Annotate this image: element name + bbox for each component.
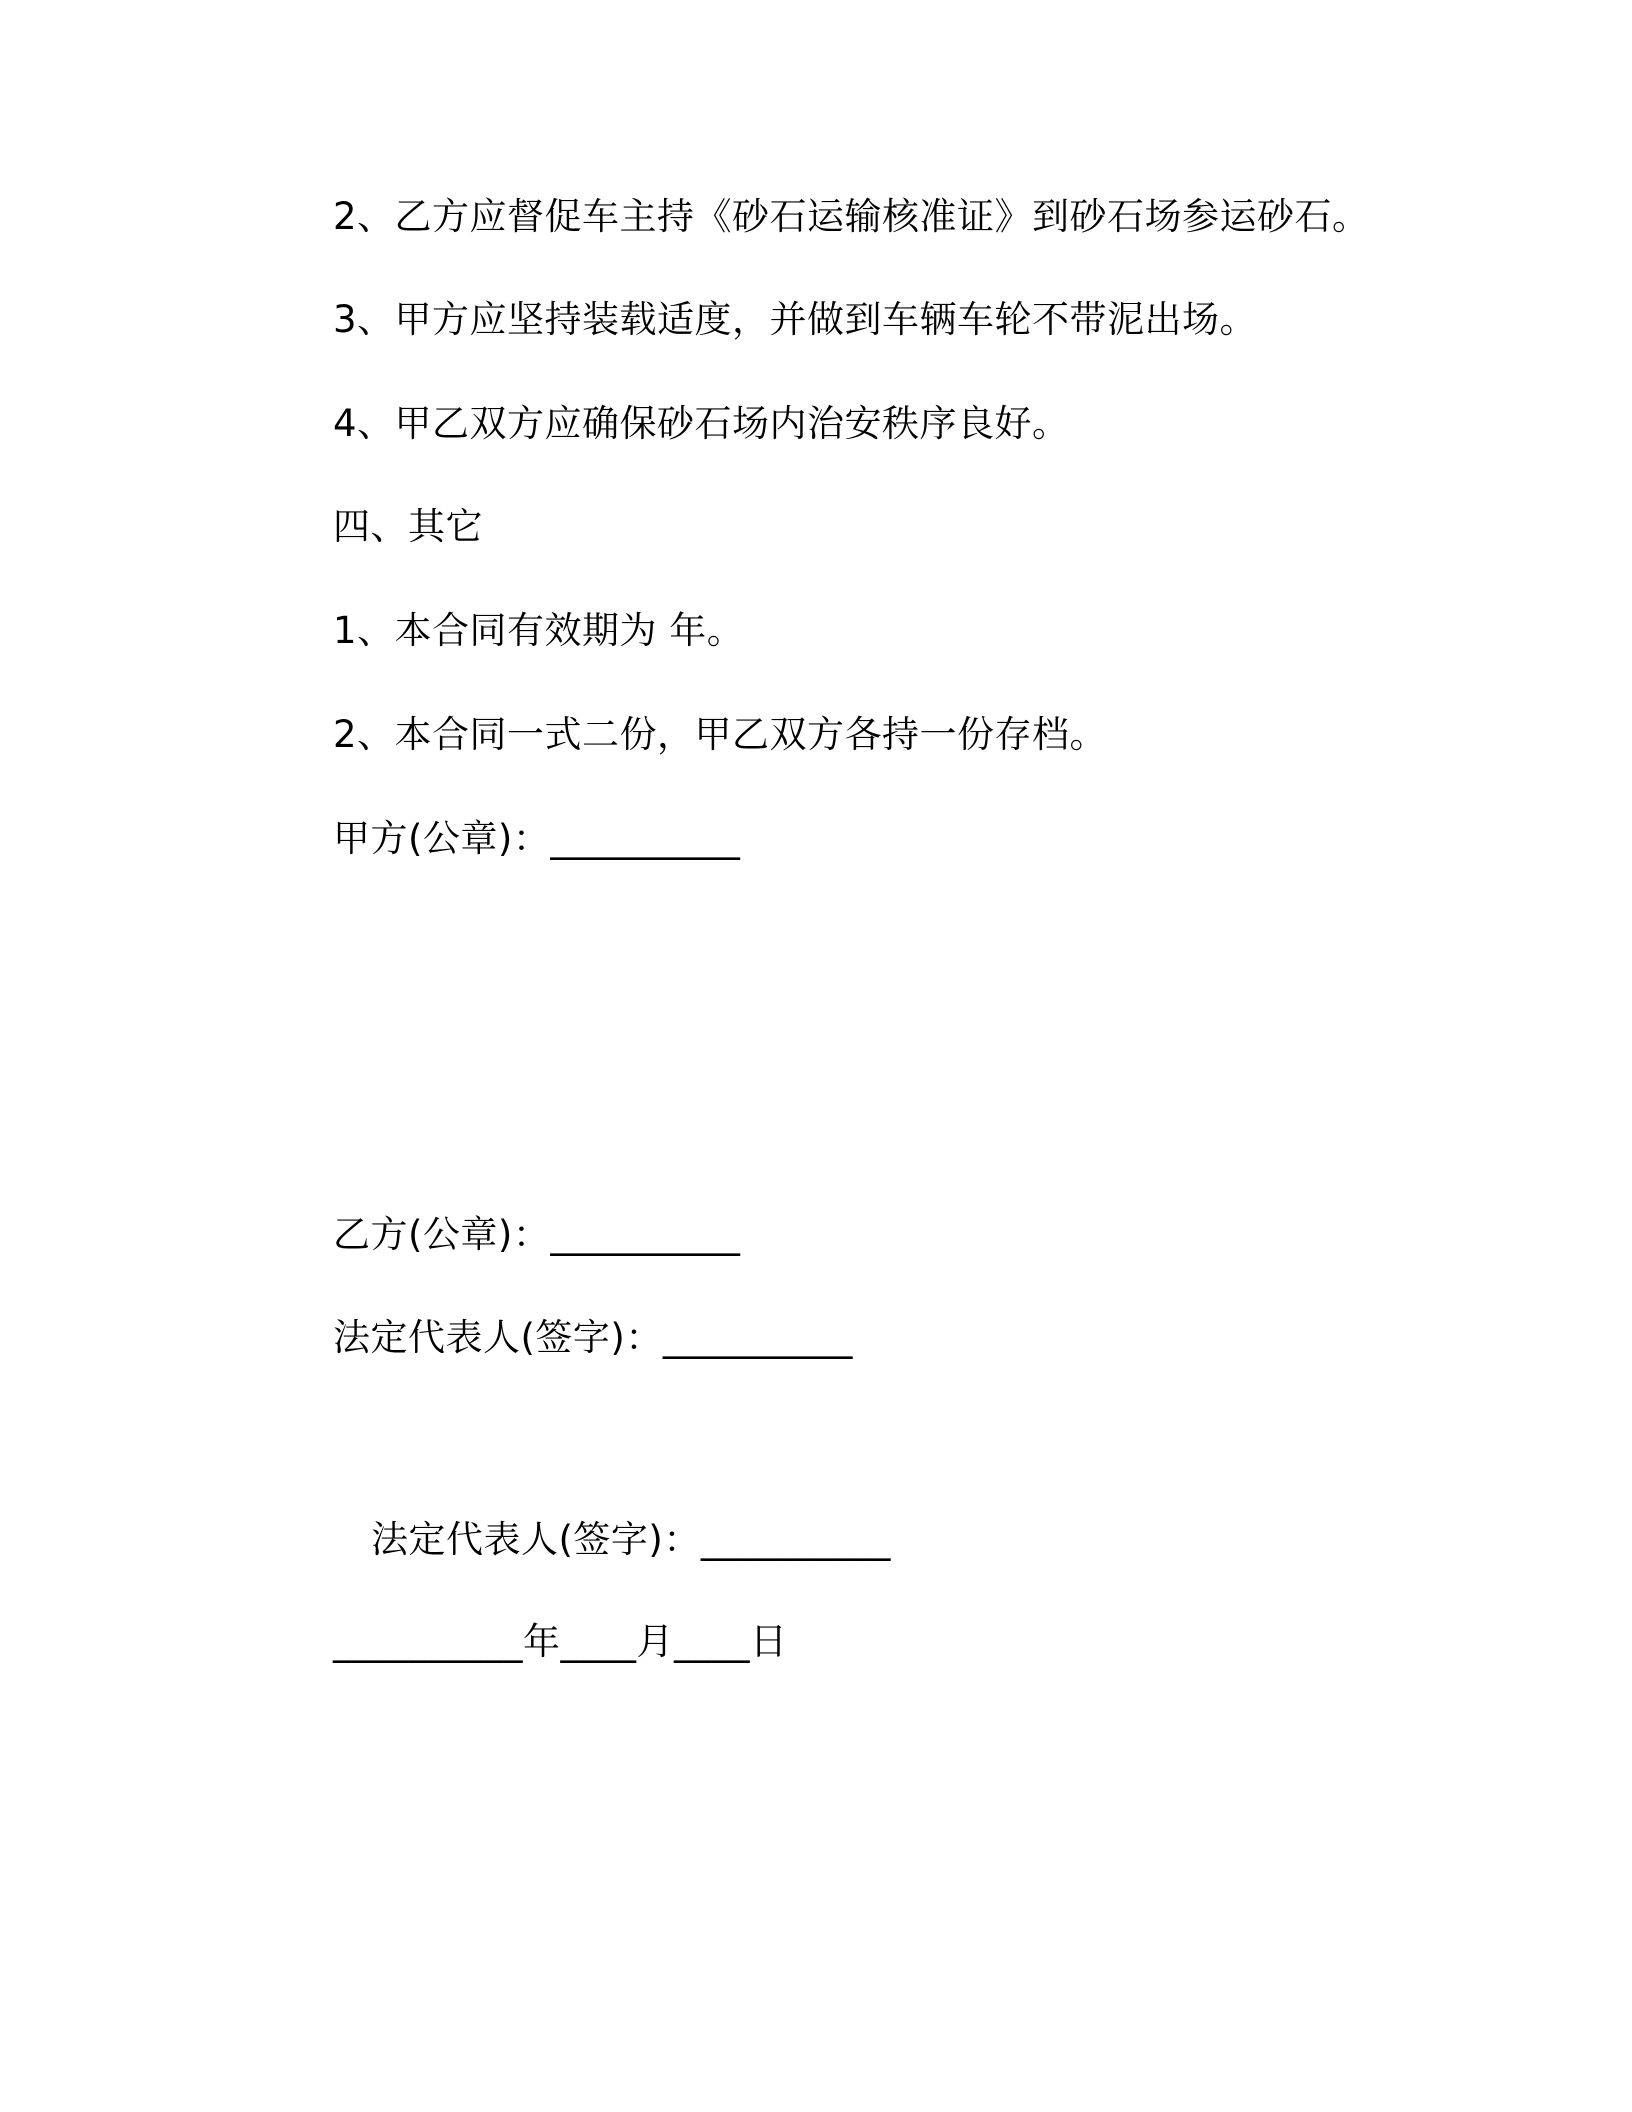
clause-4-text: 4、甲乙双方应确保砂石场内治安秩序良好。 (333, 402, 1070, 445)
other-clause-1-text: 1、本合同有效期为 年。 (333, 609, 745, 652)
date-line: __________年____月____日 (333, 1620, 788, 1663)
legal-representative-signature-line-2: 法定代表人(签字)：__________ (371, 1518, 891, 1561)
legal-representative-signature-line: 法定代表人(签字)：__________ (333, 1316, 853, 1359)
party-a-seal-line: 甲方(公章)：__________ (333, 817, 741, 860)
clause-3-text: 3、甲方应坚持装载适度，并做到车辆车轮不带泥出场。 (333, 298, 1258, 341)
party-b-seal-line: 乙方(公章)：__________ (333, 1213, 741, 1256)
other-clause-2-text: 2、本合同一式二份，甲乙双方各持一份存档。 (333, 713, 1108, 756)
clause-2-text: 2、乙方应督促车主持《砂石运输核准证》到砂石场参运砂石。 (333, 195, 1370, 238)
section-heading-other: 四、其它 (333, 505, 483, 548)
